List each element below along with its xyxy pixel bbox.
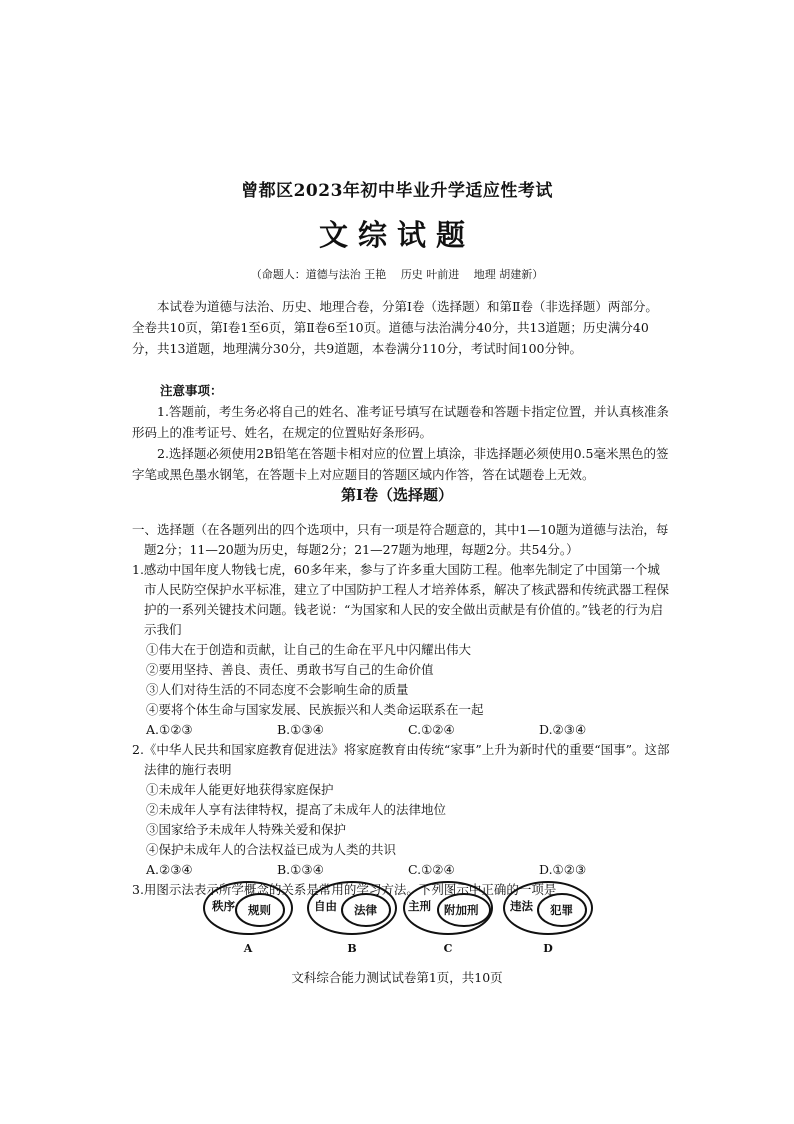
diagram-c-outer-label: 主刑 <box>408 899 431 913</box>
question-2-choices <box>132 860 670 880</box>
diagram-b-outer-label: 自由 <box>314 899 337 913</box>
diagram-c <box>402 880 494 960</box>
choice-b: B.①③④ <box>277 722 324 737</box>
choice-c: C.①②④ <box>408 722 455 737</box>
question-2-statement: ④保护未成年人的合法权益已成为人类的共识 <box>146 842 397 857</box>
main-title: 文综试题 <box>318 218 475 252</box>
diagram-d-inner-label: 犯罪 <box>550 903 573 917</box>
question-1-statement: ②要用坚持、善良、责任、勇敢书写自己的生命价值 <box>146 662 434 677</box>
choice-a: A.②③④ <box>146 862 193 877</box>
diagram-d-outer-label: 违法 <box>510 899 533 913</box>
intro-paragraph: 本试卷为道德与法治、历史、地理合卷，分第Ⅰ卷（选择题）和第Ⅱ卷（非选择题）两部分。全卷共10页，第Ⅰ卷1至6页，第Ⅱ卷6至10页。道德与法治满分40分，共13道题；历史满分40分，共13道题，地理满分30分，共9道题，本卷满分110分，考试时间100分钟。 <box>132 299 658 356</box>
diagram-d-letter: D <box>543 942 553 955</box>
question-2-stem: 2.《中华人民共和国家庭教育促进法》将家庭教育由传统“家事”上升为新时代的重要“国事”。这部法律的施行表明 <box>132 742 670 777</box>
authors-line: （命题人：道德与法治 王艳 历史 叶前进 地理 胡建新） <box>250 268 544 281</box>
choice-d: D.①②③ <box>539 862 587 877</box>
question-1-statement: ④要将个体生命与国家发展、民族振兴和人类命运联系在一起 <box>146 702 484 717</box>
questions-block <box>132 520 670 900</box>
diagram-b <box>306 880 398 960</box>
concept-diagrams <box>202 880 602 960</box>
diagram-d <box>502 880 594 960</box>
diagram-b-inner-label: 法律 <box>354 903 377 917</box>
choice-b: B.①③④ <box>277 862 324 877</box>
diagram-a-letter: A <box>243 942 253 955</box>
question-2-statement: ①未成年人能更好地获得家庭保护 <box>146 782 334 797</box>
section-title: 第Ⅰ卷（选择题） <box>340 486 454 504</box>
question-3-stem: 3.用图示法表示所学概念的关系是常用的学习方法。下列图示中正确的一项是 <box>132 882 557 897</box>
diagram-a-inner-label: 规则 <box>248 903 271 917</box>
page-footer: 文科综合能力测试试卷第1页，共10页 <box>291 970 503 985</box>
question-1-statement: ③人们对待生活的不同态度不会影响生命的质量 <box>146 682 409 697</box>
diagram-a <box>202 880 294 960</box>
choice-d: D.②③④ <box>539 722 587 737</box>
question-1-stem: 1.感动中国年度人物钱七虎，60多年来，参与了许多重大国防工程。他率先制定了中国第一个城市人民防空保护水平标准，建立了中国防护工程人才培养体系，解决了核武器和传统武器工程保护的一系列关键技术问题。钱老说：“为国家和人民的安全做出贡献是有价值的。”钱老的行为启示我们 <box>132 562 670 637</box>
question-2-statement: ③国家给予未成年人特殊关爱和保护 <box>146 822 347 837</box>
question-2-statement: ②未成年人享有法律特权，提高了未成年人的法律地位 <box>146 802 447 817</box>
notice-item: 2.选择题必须使用2B铅笔在答题卡相对应的位置上填涂，非选择题必须使用0.5毫米黑色的签字笔或黑色墨水钢笔，在答题卡上对应题目的答题区域内作答，答在试题卷上无效。 <box>132 446 669 482</box>
question-1-statement: ①伟大在于创造和贡献，让自己的生命在平凡中闪耀出伟大 <box>146 642 472 657</box>
choice-c: C.①②④ <box>408 862 455 877</box>
choice-a: A.①②③ <box>146 722 193 737</box>
notice-section <box>132 380 670 485</box>
exam-title: 曾都区2023年初中毕业升学适应性考试 <box>241 181 553 201</box>
diagram-b-letter: B <box>347 942 357 955</box>
diagram-a-outer-label: 秩序 <box>212 899 235 913</box>
diagram-c-letter: C <box>443 942 453 955</box>
notice-title: 注意事项： <box>160 383 223 398</box>
part-one-instructions: 一、选择题（在各题列出的四个选项中，只有一项是符合题意的，其中1—10题为道德与法治，每题2分；11—20题为历史，每题2分；21—27题为地理，每题2分。共54分。） <box>132 522 669 557</box>
question-1-choices <box>132 720 670 740</box>
diagram-c-inner-label: 附加刑 <box>444 903 479 917</box>
notice-item: 1.答题前，考生务必将自己的姓名、准考证号填写在试题卷和答题卡指定位置，并认真核准条形码上的准考证号、姓名，在规定的位置贴好条形码。 <box>132 404 669 440</box>
